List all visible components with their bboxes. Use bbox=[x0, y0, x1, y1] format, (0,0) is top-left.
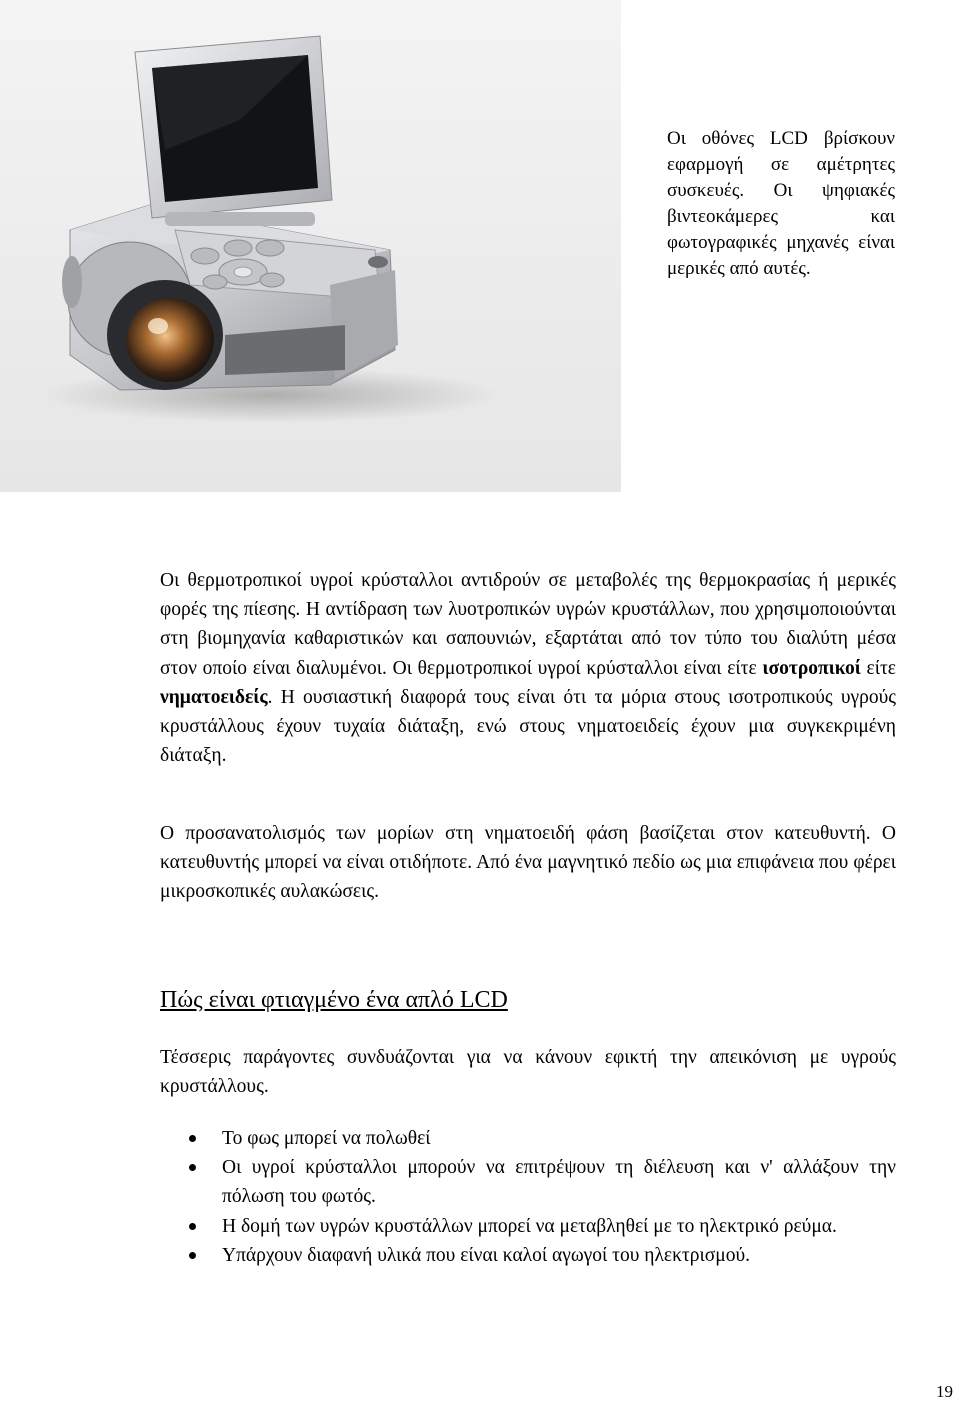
figure-caption: Οι οθόνες LCD βρίσκουν εφαρμογή σε αμέτρητες συσκευές. Οι ψηφιακές βιντεοκάμερες και φωτογραφικές μηχανές είναι μερικές από αυτές. bbox=[667, 128, 895, 279]
bullet-icon bbox=[189, 1135, 196, 1142]
paragraph-intro: Τέσσερις παράγοντες συνδυάζονται για να κάνουν εφικτή την απεικόνιση με υγρούς κρυστάλλους. bbox=[160, 1047, 896, 1098]
bold-term-nematic: νηματοειδείς bbox=[160, 686, 268, 708]
list-item bbox=[160, 1212, 896, 1241]
bullet-icon bbox=[189, 1164, 196, 1171]
camcorder-photo bbox=[0, 0, 621, 492]
section-heading: Πώς είναι φτιαγμένο ένα απλό LCD bbox=[160, 987, 508, 1013]
list-item bbox=[160, 1153, 896, 1211]
list-item-text: Υπάρχουν διαφανή υλικά που είναι καλοί αγωγοί του ηλεκτρισμού. bbox=[222, 1244, 750, 1266]
paragraph-text: . Η ουσιαστική διαφορά τους είναι ότι τα μόρια στους ισοτροπικούς υγρούς κρυστάλλους έχουν τυχαία διάταξη, ενώ στους νηματοειδείς έχουν μια συγκεκριμένη διάταξη. bbox=[160, 686, 896, 767]
list-item bbox=[160, 1241, 896, 1270]
page-number: 19 bbox=[936, 1382, 953, 1401]
list-item-text: Οι υγροί κρύσταλλοι μπορούν να επιτρέψουν τη διέλευση και ν' αλλάξουν την πόλωση του φωτός. bbox=[222, 1157, 896, 1208]
bullet-icon bbox=[189, 1252, 196, 1259]
bullet-list bbox=[160, 1124, 896, 1270]
list-item bbox=[160, 1124, 896, 1153]
paragraph-text: Οι θερμοτροπικοί υγροί κρύσταλλοι αντιδρούν σε μεταβολές της θερμοκρασίας ή μερικές φορές της πίεσης. Η αντίδραση των λυοτροπικών υγρών κρυστάλλων, που χρησιμοποιούνται στη βιομηχανία καθαριστικών και σαπουνιών, εξαρτάται από τον τύπο του διαλύτη μέσα στον οποίο είναι διαλυμένοι. Οι θερμοτροπικοί υγροί κρύσταλλοι είναι είτε bbox=[160, 570, 896, 679]
bullet-icon bbox=[189, 1223, 196, 1230]
paragraph-thermotropic bbox=[160, 566, 896, 770]
bold-term-isotropic: ισοτροπικοί bbox=[762, 657, 861, 679]
camcorder-illustration bbox=[0, 0, 621, 492]
list-item-text: Το φως μπορεί να πολωθεί bbox=[222, 1128, 431, 1149]
paragraph-director: Ο προσανατολισμός των μορίων στη νηματοειδή φάση βασίζεται στον κατευθυντή. Ο κατευθυντής μπορεί να είναι οτιδήποτε. Από ένα μαγνητικό πεδίο ως μια επιφάνεια που φέρει μικροσκοπικές αυλακώσεις. bbox=[160, 823, 896, 903]
paragraph-text: είτε bbox=[860, 657, 896, 679]
list-item-text: Η δομή των υγρών κρυστάλλων μπορεί να μεταβληθεί με το ηλεκτρικό ρεύμα. bbox=[222, 1215, 837, 1237]
